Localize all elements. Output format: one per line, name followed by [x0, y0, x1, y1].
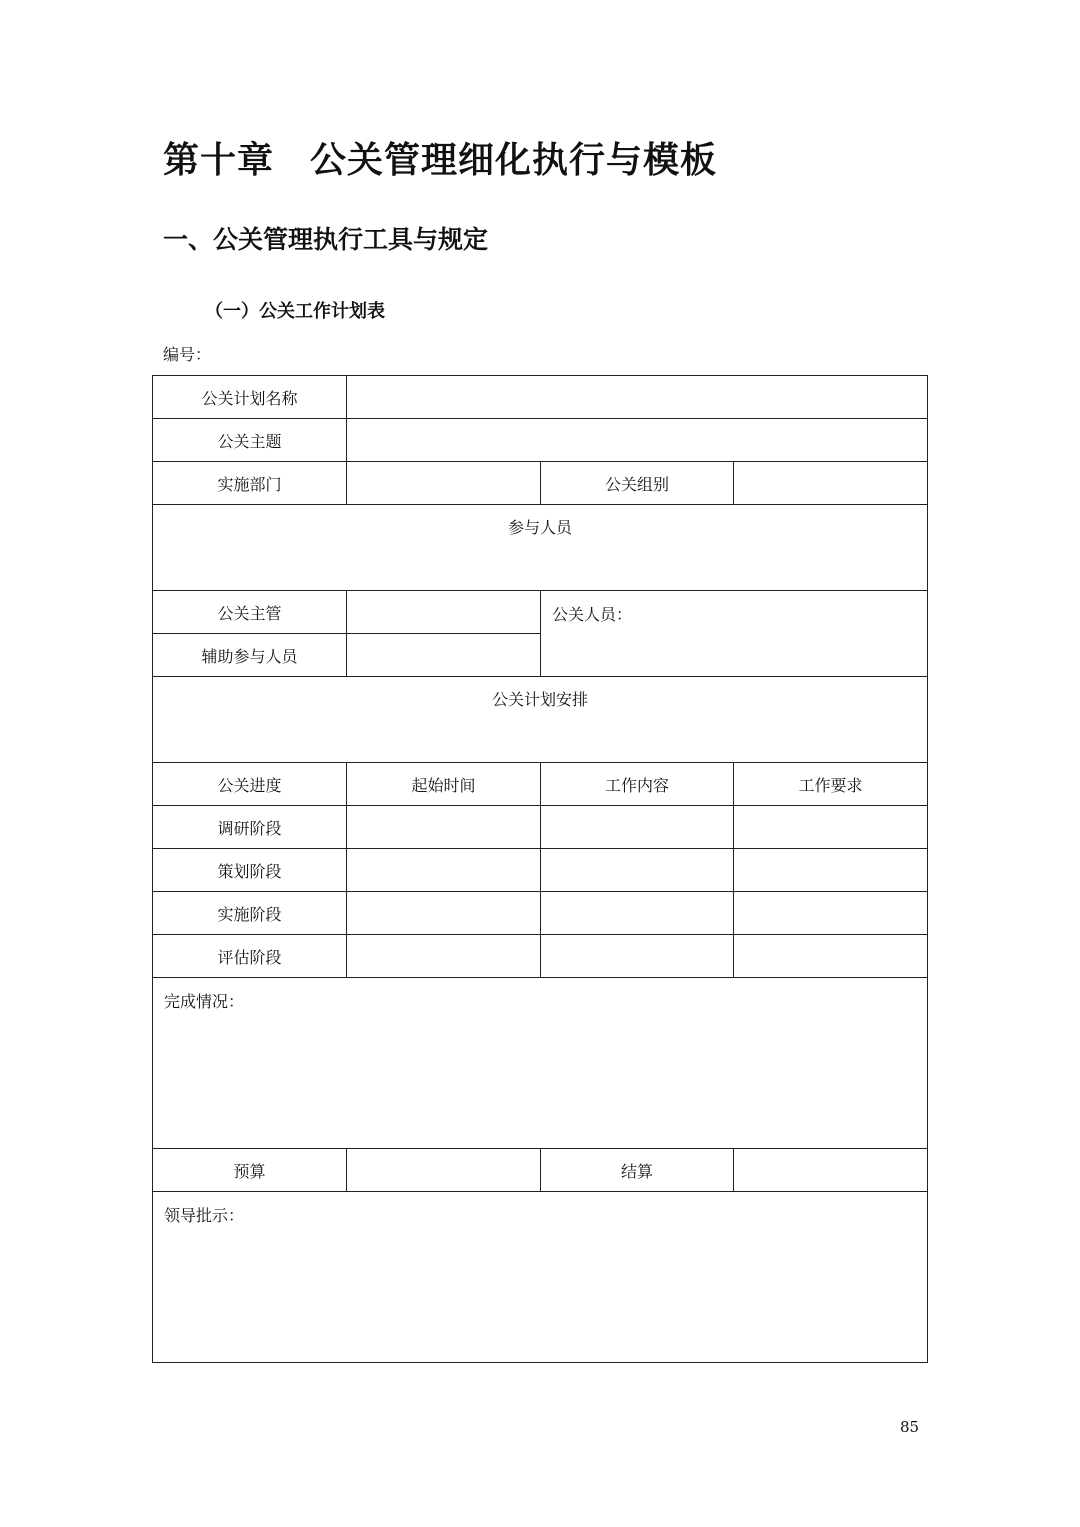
work-content-field[interactable] [541, 892, 734, 935]
column-header-work-requirements: 工作要求 [734, 763, 928, 806]
work-requirements-field[interactable] [734, 892, 928, 935]
participants-header: 参与人员 [153, 505, 928, 591]
row-completion [153, 978, 928, 1149]
start-time-field[interactable] [347, 892, 541, 935]
row-schedule-columns [153, 763, 928, 806]
chapter-name: 公关管理细化执行与模板 [310, 139, 718, 181]
row-stage-implementation [153, 892, 928, 935]
row-department [153, 462, 928, 505]
plan-name-field[interactable] [347, 376, 928, 419]
start-time-field[interactable] [347, 849, 541, 892]
stage-label-planning: 策划阶段 [153, 849, 347, 892]
start-time-field[interactable] [347, 935, 541, 978]
budget-label: 预算 [153, 1149, 347, 1192]
pr-work-plan-table [152, 375, 928, 1363]
theme-label: 公关主题 [153, 419, 347, 462]
row-stage-evaluation [153, 935, 928, 978]
schedule-header: 公关计划安排 [153, 677, 928, 763]
column-header-progress: 公关进度 [153, 763, 347, 806]
row-stage-planning [153, 849, 928, 892]
work-content-field[interactable] [541, 806, 734, 849]
work-requirements-field[interactable] [734, 849, 928, 892]
department-label: 实施部门 [153, 462, 347, 505]
work-content-field[interactable] [541, 849, 734, 892]
budget-field[interactable] [347, 1149, 541, 1192]
settlement-field[interactable] [734, 1149, 928, 1192]
supervisor-label: 公关主管 [153, 591, 347, 634]
section-title: 一、公关管理执行工具与规定 [163, 225, 489, 254]
plan-name-label: 公关计划名称 [153, 376, 347, 419]
group-field[interactable] [734, 462, 928, 505]
row-plan-name [153, 376, 928, 419]
row-theme [153, 419, 928, 462]
stage-label-implementation: 实施阶段 [153, 892, 347, 935]
row-participants-header [153, 505, 928, 591]
page-number: 85 [900, 1418, 920, 1436]
work-requirements-field[interactable] [734, 806, 928, 849]
subsection-title: （一）公关工作计划表 [205, 301, 385, 322]
work-content-field[interactable] [541, 935, 734, 978]
settlement-label: 结算 [541, 1149, 734, 1192]
column-header-start-time: 起始时间 [347, 763, 541, 806]
pr-staff-field[interactable]: 公关人员： [541, 591, 928, 677]
assistant-label: 辅助参与人员 [153, 634, 347, 677]
theme-field[interactable] [347, 419, 928, 462]
chapter-title [163, 136, 717, 184]
approval-field[interactable]: 领导批示： [153, 1192, 928, 1363]
assistant-field[interactable] [347, 634, 541, 677]
column-header-work-content: 工作内容 [541, 763, 734, 806]
stage-label-research: 调研阶段 [153, 806, 347, 849]
row-stage-research [153, 806, 928, 849]
work-requirements-field[interactable] [734, 935, 928, 978]
row-budget [153, 1149, 928, 1192]
stage-label-evaluation: 评估阶段 [153, 935, 347, 978]
row-schedule-header [153, 677, 928, 763]
group-label: 公关组别 [541, 462, 734, 505]
chapter-number: 第十章 [163, 139, 275, 181]
completion-field[interactable]: 完成情况： [153, 978, 928, 1149]
row-approval [153, 1192, 928, 1363]
row-supervisor [153, 591, 928, 634]
supervisor-field[interactable] [347, 591, 541, 634]
department-field[interactable] [347, 462, 541, 505]
start-time-field[interactable] [347, 806, 541, 849]
form-number-label: 编号： [163, 345, 212, 364]
